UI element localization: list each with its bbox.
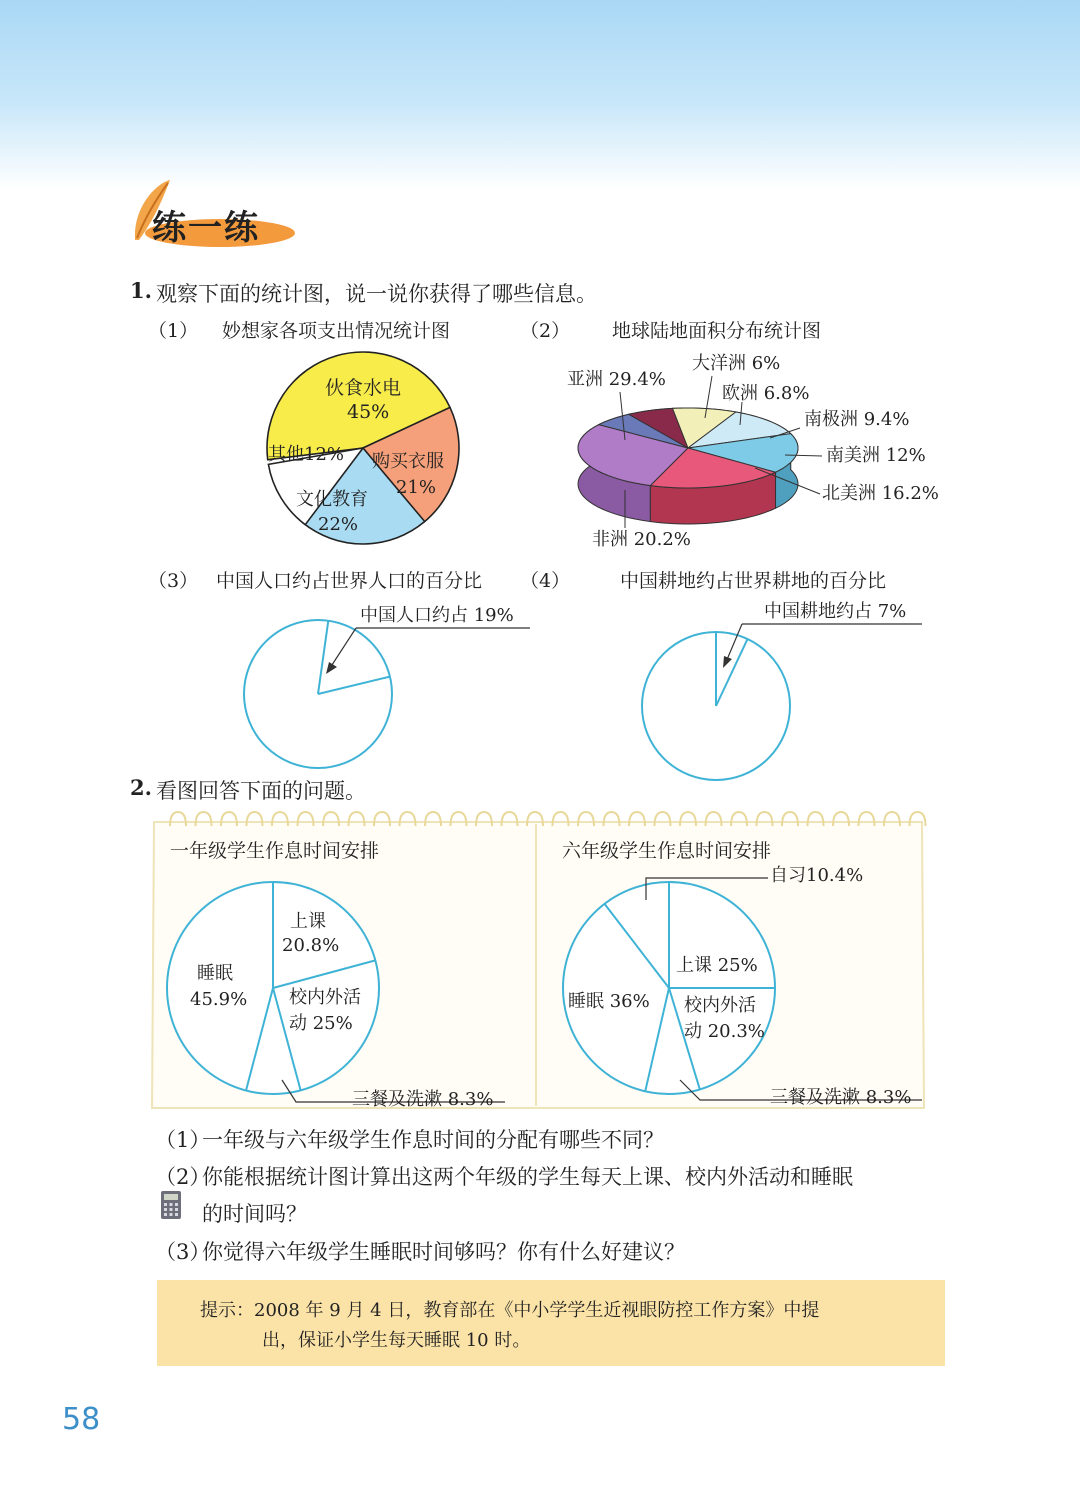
tip-text	[200, 1296, 900, 1356]
pie4-label: 中国耕地约占 7%	[764, 601, 907, 622]
sub-q2-text: 你能根据统计图计算出这两个年级的学生每天上课、校内外活动和睡眠	[202, 1165, 853, 1189]
pie1-label-cloth-name: 购买衣服	[372, 451, 444, 472]
sub-q3-text: 你觉得六年级学生睡眠时间够吗？你有什么好建议？	[202, 1240, 685, 1264]
c1-number: （1）	[148, 320, 199, 342]
q1-number: 1.	[130, 278, 152, 303]
pie2-label-namerica: 北美洲 16.2%	[822, 483, 939, 504]
g1-title: 一年级学生作息时间安排	[170, 840, 380, 862]
pie2-label-asia: 亚洲 29.4%	[567, 369, 666, 390]
pie2-label-samerica: 南美洲 12%	[826, 445, 926, 466]
g1-label-meal: 三餐及洗漱 8.3%	[352, 1089, 494, 1110]
pie2-label-africa: 非洲 20.2%	[592, 529, 691, 550]
tip-line-1: 提示：2008 年 9 月 4 日，教育部在《中小学学生近视眼防控工作方案》中提	[200, 1300, 820, 1321]
sub-q2-number: （2）	[155, 1165, 211, 1189]
g1-label-activity-name: 校内外活	[289, 987, 361, 1008]
sub-q1-text: 一年级与六年级学生作息时间的分配有哪些不同？	[202, 1128, 664, 1152]
tip-line-2: 出，保证小学生每天睡眠 10 时。	[262, 1330, 531, 1351]
g1-label-class-name: 上课	[290, 911, 326, 932]
g6-label-meal: 三餐及洗漱 8.3%	[770, 1087, 912, 1108]
q2-number: 2.	[130, 775, 152, 800]
pie2-label-europe: 欧洲 6.8%	[722, 383, 810, 404]
c4-title: 中国耕地约占世界耕地的百分比	[620, 570, 887, 592]
sub-q1-number: （1）	[155, 1128, 211, 1152]
q1-text: 观察下面的统计图，说一说你获得了哪些信息。	[156, 282, 597, 306]
pie3-label: 中国人口约占 19%	[360, 605, 514, 626]
g6-label-sleep: 睡眠 36%	[568, 991, 650, 1012]
q2-text: 看图回答下面的问题。	[156, 779, 366, 803]
c2-number: （2）	[520, 320, 571, 342]
pie2-label-antarctica: 南极洲 9.4%	[804, 409, 910, 430]
pie1-label-edu-name: 文化教育	[296, 489, 368, 510]
c3-number: （3）	[148, 570, 199, 592]
sub-q2-text-cont: 的时间吗？	[202, 1202, 307, 1226]
g1-label-activity-value: 动 25%	[289, 1013, 353, 1034]
c2-title: 地球陆地面积分布统计图	[612, 320, 822, 342]
c1-title: 妙想家各项支出情况统计图	[222, 320, 451, 342]
g1-label-class-value: 20.8%	[282, 935, 340, 956]
g1-label-sleep-value: 45.9%	[190, 989, 248, 1010]
page-number: 58	[62, 1402, 101, 1437]
calculator-icon	[160, 1190, 182, 1220]
pie1-label-cloth-value: 21%	[396, 477, 437, 498]
pie1-label-other: 其他12%	[268, 444, 345, 465]
g6-label-activity-name: 校内外活	[684, 995, 756, 1016]
g6-label-class: 上课 25%	[676, 955, 758, 976]
c3-title: 中国人口约占世界人口的百分比	[216, 570, 483, 592]
g6-label-activity-value: 动 20.3%	[684, 1021, 765, 1042]
pie1-label-edu-value: 22%	[318, 514, 359, 535]
g6-title: 六年级学生作息时间安排	[562, 840, 772, 862]
g1-label-sleep-name: 睡眠	[197, 963, 233, 984]
section-title: 练一练	[152, 208, 260, 248]
g6-label-self-study: 自习10.4%	[770, 865, 864, 886]
pie1-label-food-value: 45%	[347, 401, 390, 423]
c4-number: （4）	[520, 570, 571, 592]
pie2-label-oceania: 大洋洲 6%	[692, 353, 781, 374]
g6-self-leader	[646, 878, 768, 900]
sub-q3-number: （3）	[155, 1240, 211, 1264]
pie1-label-food-name: 伙食水电	[325, 377, 402, 399]
